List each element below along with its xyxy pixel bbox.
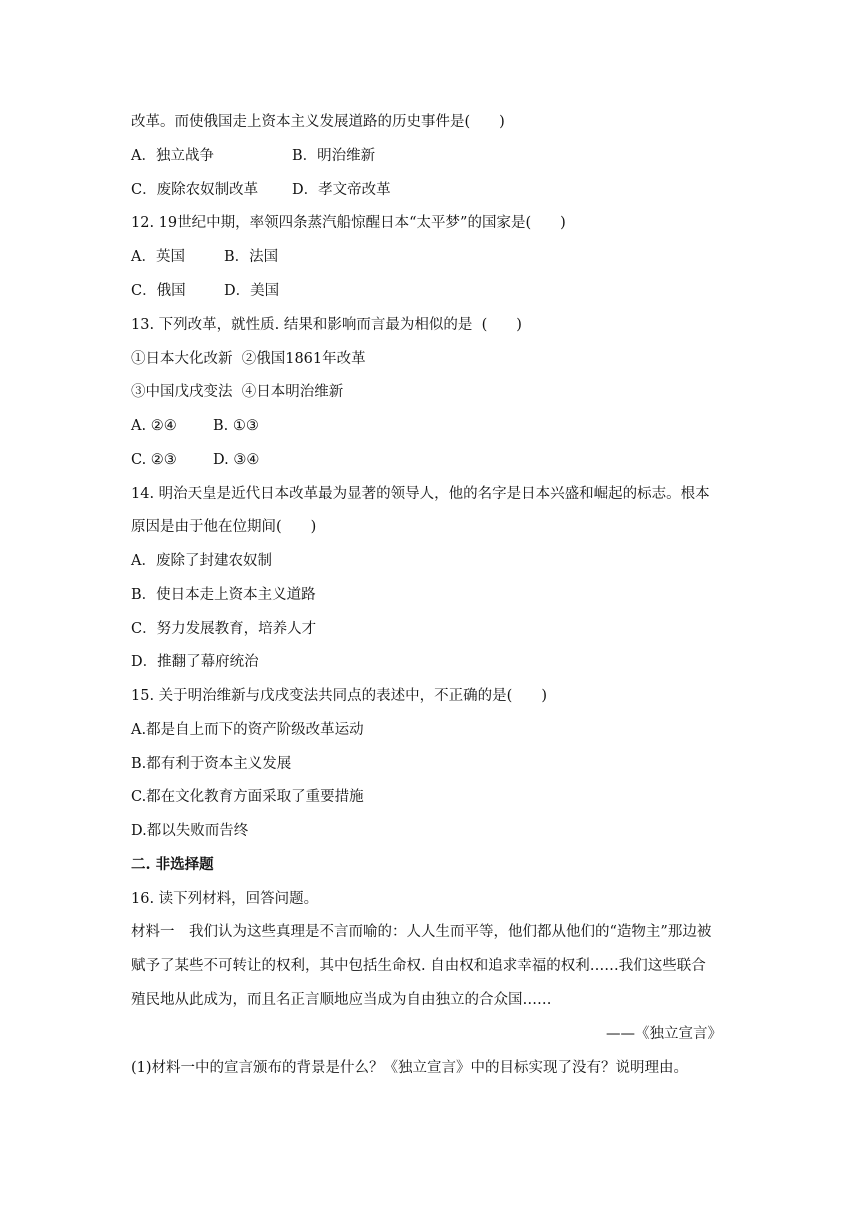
question-16-part-1: (1)材料一中的宣言颁布的背景是什么？《独立宣言》中的目标实现了没有？说明理由。 — [131, 1060, 689, 1076]
q15-option-b: B.都有利于资本主义发展 — [131, 756, 292, 772]
section-heading: 二. 非选择题 — [131, 856, 214, 873]
question-16: 16. 读下列材料，回答问题。 — [131, 891, 319, 907]
question-14-line-1: 14. 明治天皇是近代日本改革最为显著的领导人，他的名字是日本兴盛和崛起的标志。根本 — [131, 486, 710, 502]
q11-option-a: A．独立战争 — [131, 148, 214, 164]
q13-items-1: ①日本大化改新 ②俄国1861年改革 — [131, 351, 366, 367]
question-11-stem-end: 改革。而使俄国走上资本主义发展道路的历史事件是( ) — [131, 114, 505, 130]
question-13: 13. 下列改革，就性质. 结果和影响而言最为相似的是 ( ) — [131, 317, 522, 333]
material-1-source: ——《独立宣言》 — [606, 1026, 722, 1042]
q14-option-d: D．推翻了幕府统治 — [131, 654, 259, 670]
q12-option-a: A．英国 — [131, 249, 185, 265]
q13-option-a: A. ②④ — [131, 418, 177, 434]
q11-option-c: C．废除农奴制改革 — [131, 182, 259, 198]
q12-option-b: B．法国 — [224, 249, 279, 265]
q11-option-b: B．明治维新 — [292, 148, 376, 164]
q13-items-2: ③中国戊戌变法 ④日本明治维新 — [131, 384, 344, 400]
material-1-line-3: 殖民地从此成为，而且名正言顺地应当成为自由独立的合众国…… — [131, 992, 552, 1008]
q13-option-b: B. ①③ — [213, 418, 259, 434]
q13-option-d: D. ③④ — [213, 452, 260, 468]
q13-option-c: C. ②③ — [131, 452, 177, 468]
question-15: 15. 关于明治维新与戊戌变法共同点的表述中，不正确的是( ) — [131, 688, 547, 704]
q14-option-a: A．废除了封建农奴制 — [131, 553, 272, 569]
q12-option-c: C．俄国 — [131, 283, 186, 299]
question-14-line-2: 原因是由于他在位期间( ) — [131, 519, 317, 535]
q15-option-d: D.都以失败而告终 — [131, 823, 249, 839]
material-1-line-1: 材料一 我们认为这些真理是不言而喻的：人人生而平等，他们都从他们的“造物主”那边被 — [131, 924, 712, 940]
q11-option-d: D．孝文帝改革 — [292, 182, 391, 198]
q14-option-b: B．使日本走上资本主义道路 — [131, 587, 316, 603]
q15-option-a: A.都是自上而下的资产阶级改革运动 — [131, 722, 364, 738]
q12-option-d: D．美国 — [224, 283, 280, 299]
q15-option-c: C.都在文化教育方面采取了重要措施 — [131, 789, 364, 805]
q14-option-c: C．努力发展教育，培养人才 — [131, 621, 317, 637]
question-12: 12. 19世纪中期，率领四条蒸汽船惊醒日本“太平梦”的国家是( ) — [131, 215, 566, 231]
material-1-line-2: 赋予了某些不可转让的权利，其中包括生命权. 自由权和追求幸福的权利……我们这些联合 — [131, 958, 706, 974]
